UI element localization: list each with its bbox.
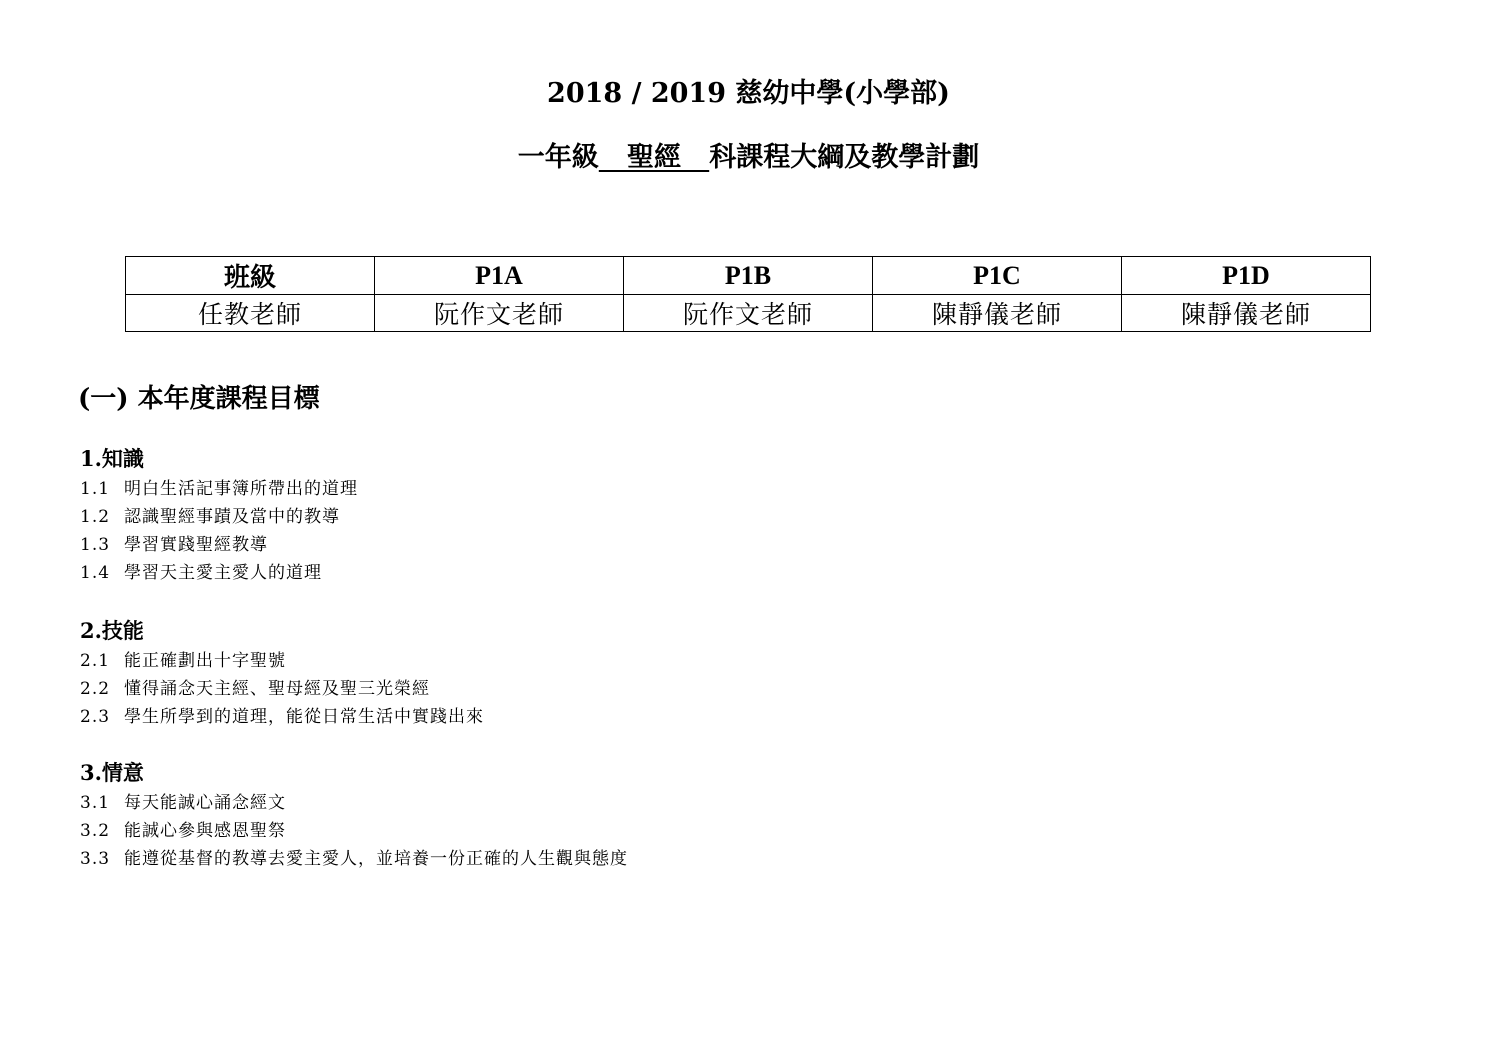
goal-number: 3.2 (80, 821, 111, 841)
goal-group-heading: 2.技能 (80, 618, 144, 643)
goal-list (80, 789, 628, 873)
goal-text: 能遵從基督的教導去愛主愛人，並培養一份正確的人生觀與態度 (124, 849, 628, 869)
goal-text: 學生所學到的道理，能從日常生活中實踐出來 (124, 707, 484, 727)
list-item (80, 789, 628, 817)
class-teacher-table (125, 256, 1371, 332)
table-cell: 任教老師 (126, 295, 375, 332)
list-item (80, 647, 484, 675)
goal-number: 1.4 (80, 563, 111, 583)
list-item (80, 559, 358, 587)
goal-text: 能正確劃出十字聖號 (124, 651, 286, 671)
subtitle-grade: 一年級 (517, 142, 599, 173)
goal-number: 1.2 (80, 507, 111, 527)
subtitle-subject-blank (599, 140, 709, 176)
goal-text: 學習實踐聖經教導 (124, 535, 268, 555)
list-item (80, 675, 484, 703)
subtitle-rest: 科課程大綱及教學計劃 (709, 142, 980, 173)
table-header-cell: P1D (1122, 257, 1371, 295)
subtitle-subject: 聖經 (627, 142, 681, 173)
table-cell: 陳靜儀老師 (1122, 295, 1371, 332)
table-cell: 陳靜儀老師 (873, 295, 1122, 332)
table-header-cell: P1A (375, 257, 624, 295)
goal-number: 3.1 (80, 793, 111, 813)
goal-number: 2.2 (80, 679, 111, 699)
goal-text: 能誠心參與感恩聖祭 (124, 821, 286, 841)
goal-list (80, 647, 484, 731)
goal-number: 1.3 (80, 535, 111, 555)
table-header-cell: P1C (873, 257, 1122, 295)
list-item (80, 503, 358, 531)
goal-group-knowledge (80, 445, 358, 587)
table-cell: 阮作文老師 (624, 295, 873, 332)
goal-number: 3.3 (80, 849, 111, 869)
goal-text: 學習天主愛主愛人的道理 (124, 563, 322, 583)
goal-text: 明白生活記事簿所帶出的道理 (124, 479, 358, 499)
goal-group-attitude (80, 759, 628, 873)
goal-group-skills (80, 617, 484, 731)
document-title: 2018 / 2019 慈幼中學(小學部) (547, 78, 950, 109)
list-item (80, 817, 628, 845)
goal-number: 2.3 (80, 707, 111, 727)
goal-list (80, 475, 358, 587)
table-header-cell: 班級 (126, 257, 375, 295)
document-subtitle (0, 140, 1497, 176)
goal-number: 2.1 (80, 651, 111, 671)
goal-text: 認識聖經事蹟及當中的教導 (124, 507, 340, 527)
goal-number: 1.1 (80, 479, 111, 499)
goal-group-heading: 1.知識 (80, 446, 144, 471)
table-header-cell: P1B (624, 257, 873, 295)
goal-text: 懂得誦念天主經、聖母經及聖三光榮經 (124, 679, 430, 699)
list-item (80, 845, 628, 873)
table-row (126, 295, 1371, 332)
goal-text: 每天能誠心誦念經文 (124, 793, 286, 813)
table-cell: 阮作文老師 (375, 295, 624, 332)
list-item (80, 531, 358, 559)
table-header-row (126, 257, 1371, 295)
goal-group-heading: 3.情意 (80, 760, 144, 785)
section-heading: (一) 本年度課程目標 (78, 384, 320, 414)
list-item (80, 475, 358, 503)
list-item (80, 703, 484, 731)
